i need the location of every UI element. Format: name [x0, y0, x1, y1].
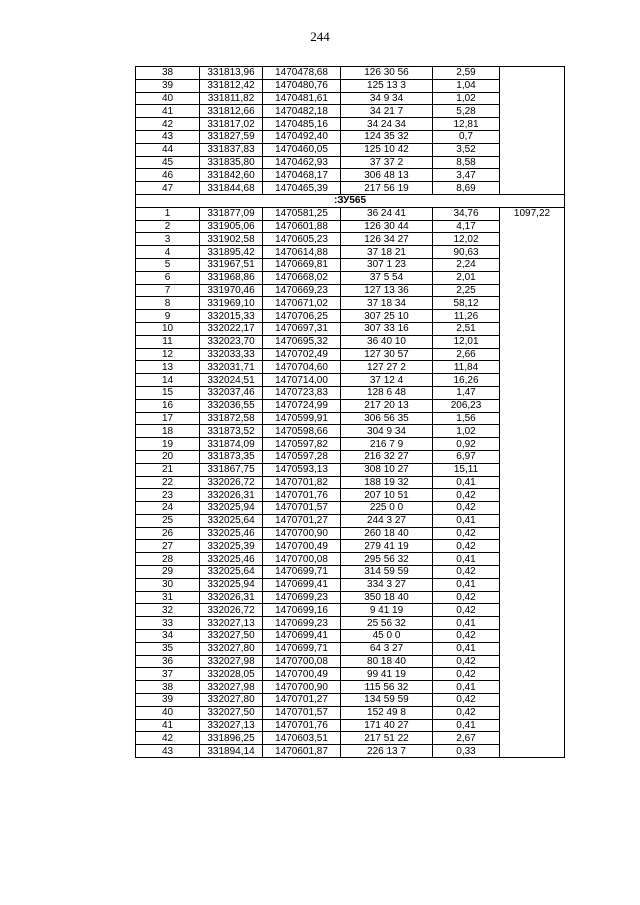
y-coordinate-cell: 1470668,02: [263, 271, 341, 284]
x-coordinate-cell: 331872,58: [200, 412, 263, 425]
point-number-cell: 17: [136, 412, 200, 425]
point-number-cell: 38: [136, 681, 200, 694]
direction-angle-cell: 25 56 32: [341, 617, 433, 630]
x-coordinate-cell: 332036,55: [200, 399, 263, 412]
point-number-cell: 23: [136, 489, 200, 502]
distance-cell: 34,76: [433, 207, 500, 220]
distance-cell: 0,42: [433, 706, 500, 719]
direction-angle-cell: 128 6 48: [341, 386, 433, 399]
x-coordinate-cell: 332024,51: [200, 374, 263, 387]
y-coordinate-cell: 1470597,28: [263, 450, 341, 463]
x-coordinate-cell: 331967,51: [200, 258, 263, 271]
direction-angle-cell: 36 40 10: [341, 335, 433, 348]
y-coordinate-cell: 1470723,83: [263, 386, 341, 399]
x-coordinate-cell: 332027,13: [200, 617, 263, 630]
y-coordinate-cell: 1470701,57: [263, 706, 341, 719]
direction-angle-cell: 217 56 19: [341, 182, 433, 195]
direction-angle-cell: 244 3 27: [341, 514, 433, 527]
section-header-row: [136, 194, 565, 207]
distance-cell: 12,81: [433, 118, 500, 131]
x-coordinate-cell: 331811,82: [200, 92, 263, 105]
y-coordinate-cell: 1470700,90: [263, 681, 341, 694]
distance-cell: 0,42: [433, 694, 500, 707]
y-coordinate-cell: 1470482,18: [263, 105, 341, 118]
direction-angle-cell: 350 18 40: [341, 591, 433, 604]
y-coordinate-cell: 1470593,13: [263, 463, 341, 476]
direction-angle-cell: 171 40 27: [341, 719, 433, 732]
x-coordinate-cell: 331812,42: [200, 79, 263, 92]
point-number-cell: 3: [136, 233, 200, 246]
direction-angle-cell: 34 9 34: [341, 92, 433, 105]
y-coordinate-cell: 1470492,40: [263, 130, 341, 143]
distance-cell: 0,41: [433, 642, 500, 655]
y-coordinate-cell: 1470700,90: [263, 527, 341, 540]
x-coordinate-cell: 332027,98: [200, 655, 263, 668]
y-coordinate-cell: 1470701,57: [263, 502, 341, 515]
x-coordinate-cell: 331817,02: [200, 118, 263, 131]
point-number-cell: 4: [136, 246, 200, 259]
x-coordinate-cell: 332033,33: [200, 348, 263, 361]
direction-angle-cell: 64 3 27: [341, 642, 433, 655]
y-coordinate-cell: 1470485,16: [263, 118, 341, 131]
y-coordinate-cell: 1470599,91: [263, 412, 341, 425]
distance-cell: 0,41: [433, 514, 500, 527]
direction-angle-cell: 334 3 27: [341, 578, 433, 591]
distance-cell: 0,42: [433, 591, 500, 604]
x-coordinate-cell: 332025,46: [200, 527, 263, 540]
point-number-cell: 20: [136, 450, 200, 463]
table-body-after: [136, 207, 565, 757]
table-body-before: [136, 67, 565, 195]
distance-cell: 0,7: [433, 130, 500, 143]
distance-cell: 4,17: [433, 220, 500, 233]
x-coordinate-cell: 332028,05: [200, 668, 263, 681]
x-coordinate-cell: 332026,72: [200, 476, 263, 489]
y-coordinate-cell: 1470699,41: [263, 630, 341, 643]
direction-angle-cell: 34 21 7: [341, 105, 433, 118]
distance-cell: 15,11: [433, 463, 500, 476]
x-coordinate-cell: 331902,58: [200, 233, 263, 246]
x-coordinate-cell: 332015,33: [200, 310, 263, 323]
x-coordinate-cell: 331968,86: [200, 271, 263, 284]
y-coordinate-cell: 1470701,27: [263, 514, 341, 527]
distance-cell: 0,42: [433, 604, 500, 617]
distance-cell: 2,24: [433, 258, 500, 271]
x-coordinate-cell: 331969,10: [200, 297, 263, 310]
y-coordinate-cell: 1470601,88: [263, 220, 341, 233]
distance-cell: 1,04: [433, 79, 500, 92]
point-number-cell: 10: [136, 322, 200, 335]
y-coordinate-cell: 1470695,32: [263, 335, 341, 348]
section-title: :ЗУ565: [136, 194, 565, 207]
point-number-cell: 18: [136, 425, 200, 438]
y-coordinate-cell: 1470702,49: [263, 348, 341, 361]
point-number-cell: 1: [136, 207, 200, 220]
direction-angle-cell: 37 37 2: [341, 156, 433, 169]
y-coordinate-cell: 1470704,60: [263, 361, 341, 374]
point-number-cell: 27: [136, 540, 200, 553]
y-coordinate-cell: 1470699,23: [263, 617, 341, 630]
direction-angle-cell: 45 0 0: [341, 630, 433, 643]
point-number-cell: 25: [136, 514, 200, 527]
x-coordinate-cell: 331813,96: [200, 67, 263, 80]
direction-angle-cell: 308 10 27: [341, 463, 433, 476]
point-number-cell: 33: [136, 617, 200, 630]
y-coordinate-cell: 1470724,99: [263, 399, 341, 412]
direction-angle-cell: 125 13 3: [341, 79, 433, 92]
direction-angle-cell: 37 18 34: [341, 297, 433, 310]
point-number-cell: 12: [136, 348, 200, 361]
x-coordinate-cell: 332027,50: [200, 706, 263, 719]
point-number-cell: 35: [136, 642, 200, 655]
area-value-cell: 1097,22: [500, 207, 565, 757]
table-section: [136, 194, 565, 207]
y-coordinate-cell: 1470701,27: [263, 694, 341, 707]
distance-cell: 0,41: [433, 476, 500, 489]
coordinates-table: [135, 66, 565, 758]
x-coordinate-cell: 331873,35: [200, 450, 263, 463]
direction-angle-cell: 225 0 0: [341, 502, 433, 515]
distance-cell: 8,69: [433, 182, 500, 195]
point-number-cell: 2: [136, 220, 200, 233]
direction-angle-cell: 226 13 7: [341, 745, 433, 758]
distance-cell: 206,23: [433, 399, 500, 412]
distance-cell: 12,02: [433, 233, 500, 246]
point-number-cell: 9: [136, 310, 200, 323]
distance-cell: 0,92: [433, 438, 500, 451]
y-coordinate-cell: 1470601,87: [263, 745, 341, 758]
direction-angle-cell: 99 41 19: [341, 668, 433, 681]
point-number-cell: 41: [136, 719, 200, 732]
direction-angle-cell: 127 13 36: [341, 284, 433, 297]
x-coordinate-cell: 332026,31: [200, 489, 263, 502]
distance-cell: 0,41: [433, 553, 500, 566]
distance-cell: 90,63: [433, 246, 500, 259]
distance-cell: 0,42: [433, 540, 500, 553]
y-coordinate-cell: 1470480,76: [263, 79, 341, 92]
y-coordinate-cell: 1470581,25: [263, 207, 341, 220]
y-coordinate-cell: 1470700,49: [263, 668, 341, 681]
x-coordinate-cell: 331970,46: [200, 284, 263, 297]
x-coordinate-cell: 331873,52: [200, 425, 263, 438]
point-number-cell: 34: [136, 630, 200, 643]
point-number-cell: 36: [136, 655, 200, 668]
point-number-cell: 42: [136, 732, 200, 745]
direction-angle-cell: 207 10 51: [341, 489, 433, 502]
y-coordinate-cell: 1470478,68: [263, 67, 341, 80]
direction-angle-cell: 314 59 59: [341, 566, 433, 579]
y-coordinate-cell: 1470701,82: [263, 476, 341, 489]
y-coordinate-cell: 1470699,23: [263, 591, 341, 604]
direction-angle-cell: 260 18 40: [341, 527, 433, 540]
distance-cell: 2,59: [433, 67, 500, 80]
distance-cell: 0,41: [433, 681, 500, 694]
direction-angle-cell: 37 18 21: [341, 246, 433, 259]
point-number-cell: 40: [136, 92, 200, 105]
y-coordinate-cell: 1470462,93: [263, 156, 341, 169]
x-coordinate-cell: 332027,98: [200, 681, 263, 694]
point-number-cell: 15: [136, 386, 200, 399]
point-number-cell: 5: [136, 258, 200, 271]
point-number-cell: 37: [136, 668, 200, 681]
distance-cell: 0,41: [433, 578, 500, 591]
table-row: [136, 207, 565, 220]
distance-cell: 0,41: [433, 617, 500, 630]
distance-cell: 16,26: [433, 374, 500, 387]
direction-angle-cell: 126 30 44: [341, 220, 433, 233]
direction-angle-cell: 34 24 34: [341, 118, 433, 131]
distance-cell: 1,02: [433, 92, 500, 105]
point-number-cell: 30: [136, 578, 200, 591]
direction-angle-cell: 80 18 40: [341, 655, 433, 668]
point-number-cell: 16: [136, 399, 200, 412]
point-number-cell: 22: [136, 476, 200, 489]
y-coordinate-cell: 1470671,02: [263, 297, 341, 310]
y-coordinate-cell: 1470700,08: [263, 553, 341, 566]
distance-cell: 11,84: [433, 361, 500, 374]
y-coordinate-cell: 1470597,82: [263, 438, 341, 451]
x-coordinate-cell: 331877,09: [200, 207, 263, 220]
y-coordinate-cell: 1470699,71: [263, 566, 341, 579]
x-coordinate-cell: 332027,50: [200, 630, 263, 643]
distance-cell: 5,28: [433, 105, 500, 118]
direction-angle-cell: 134 59 59: [341, 694, 433, 707]
y-coordinate-cell: 1470669,23: [263, 284, 341, 297]
point-number-cell: 24: [136, 502, 200, 515]
distance-cell: 0,42: [433, 655, 500, 668]
x-coordinate-cell: 332027,80: [200, 694, 263, 707]
point-number-cell: 39: [136, 79, 200, 92]
y-coordinate-cell: 1470460,05: [263, 143, 341, 156]
y-coordinate-cell: 1470603,51: [263, 732, 341, 745]
distance-cell: 2,66: [433, 348, 500, 361]
direction-angle-cell: 124 35 32: [341, 130, 433, 143]
distance-cell: 1,47: [433, 386, 500, 399]
x-coordinate-cell: 331827,59: [200, 130, 263, 143]
x-coordinate-cell: 331874,09: [200, 438, 263, 451]
distance-cell: 58,12: [433, 297, 500, 310]
x-coordinate-cell: 332025,46: [200, 553, 263, 566]
y-coordinate-cell: 1470598,66: [263, 425, 341, 438]
distance-cell: 0,42: [433, 630, 500, 643]
distance-cell: 2,25: [433, 284, 500, 297]
y-coordinate-cell: 1470699,41: [263, 578, 341, 591]
point-number-cell: 21: [136, 463, 200, 476]
distance-cell: 0,42: [433, 489, 500, 502]
point-number-cell: 29: [136, 566, 200, 579]
x-coordinate-cell: 331867,75: [200, 463, 263, 476]
y-coordinate-cell: 1470465,39: [263, 182, 341, 195]
distance-cell: 3,52: [433, 143, 500, 156]
distance-cell: 2,01: [433, 271, 500, 284]
direction-angle-cell: 216 32 27: [341, 450, 433, 463]
distance-cell: 11,26: [433, 310, 500, 323]
distance-cell: 12,01: [433, 335, 500, 348]
point-number-cell: 43: [136, 130, 200, 143]
direction-angle-cell: 125 10 42: [341, 143, 433, 156]
direction-angle-cell: 188 19 32: [341, 476, 433, 489]
point-number-cell: 26: [136, 527, 200, 540]
direction-angle-cell: 126 34 27: [341, 233, 433, 246]
point-number-cell: 28: [136, 553, 200, 566]
page-number: 244: [310, 29, 330, 44]
x-coordinate-cell: 332025,94: [200, 578, 263, 591]
x-coordinate-cell: 332027,80: [200, 642, 263, 655]
y-coordinate-cell: 1470701,76: [263, 489, 341, 502]
distance-cell: 8,58: [433, 156, 500, 169]
y-coordinate-cell: 1470714,00: [263, 374, 341, 387]
x-coordinate-cell: 332026,31: [200, 591, 263, 604]
y-coordinate-cell: 1470697,31: [263, 322, 341, 335]
direction-angle-cell: 279 41 19: [341, 540, 433, 553]
empty-merged-cell: [500, 67, 565, 195]
x-coordinate-cell: 331895,42: [200, 246, 263, 259]
x-coordinate-cell: 332025,64: [200, 514, 263, 527]
point-number-cell: 43: [136, 745, 200, 758]
point-number-cell: 13: [136, 361, 200, 374]
direction-angle-cell: 127 27 2: [341, 361, 433, 374]
point-number-cell: 41: [136, 105, 200, 118]
direction-angle-cell: 304 9 34: [341, 425, 433, 438]
point-number-cell: 14: [136, 374, 200, 387]
direction-angle-cell: 295 56 32: [341, 553, 433, 566]
x-coordinate-cell: 332025,39: [200, 540, 263, 553]
point-number-cell: 19: [136, 438, 200, 451]
distance-cell: 0,42: [433, 566, 500, 579]
y-coordinate-cell: 1470700,08: [263, 655, 341, 668]
point-number-cell: 45: [136, 156, 200, 169]
x-coordinate-cell: 331812,66: [200, 105, 263, 118]
point-number-cell: 38: [136, 67, 200, 80]
point-number-cell: 31: [136, 591, 200, 604]
direction-angle-cell: 36 24 41: [341, 207, 433, 220]
x-coordinate-cell: 331835,80: [200, 156, 263, 169]
direction-angle-cell: 115 56 32: [341, 681, 433, 694]
direction-angle-cell: 9 41 19: [341, 604, 433, 617]
direction-angle-cell: 217 20 13: [341, 399, 433, 412]
x-coordinate-cell: 332025,64: [200, 566, 263, 579]
distance-cell: 0,41: [433, 719, 500, 732]
distance-cell: 3,47: [433, 169, 500, 182]
x-coordinate-cell: 331905,06: [200, 220, 263, 233]
point-number-cell: 40: [136, 706, 200, 719]
direction-angle-cell: 127 30 57: [341, 348, 433, 361]
point-number-cell: 42: [136, 118, 200, 131]
distance-cell: 0,42: [433, 527, 500, 540]
table-row: [136, 67, 565, 80]
y-coordinate-cell: 1470605,23: [263, 233, 341, 246]
distance-cell: 2,67: [433, 732, 500, 745]
direction-angle-cell: 216 7 9: [341, 438, 433, 451]
x-coordinate-cell: 332022,17: [200, 322, 263, 335]
direction-angle-cell: 126 30 56: [341, 67, 433, 80]
x-coordinate-cell: 332023,70: [200, 335, 263, 348]
x-coordinate-cell: 331896,25: [200, 732, 263, 745]
point-number-cell: 32: [136, 604, 200, 617]
point-number-cell: 11: [136, 335, 200, 348]
y-coordinate-cell: 1470614,88: [263, 246, 341, 259]
point-number-cell: 7: [136, 284, 200, 297]
distance-cell: 0,42: [433, 502, 500, 515]
y-coordinate-cell: 1470699,71: [263, 642, 341, 655]
y-coordinate-cell: 1470669,81: [263, 258, 341, 271]
direction-angle-cell: 306 48 13: [341, 169, 433, 182]
point-number-cell: 6: [136, 271, 200, 284]
direction-angle-cell: 307 33 16: [341, 322, 433, 335]
distance-cell: 1,56: [433, 412, 500, 425]
distance-cell: 6,97: [433, 450, 500, 463]
point-number-cell: 44: [136, 143, 200, 156]
point-number-cell: 46: [136, 169, 200, 182]
y-coordinate-cell: 1470699,16: [263, 604, 341, 617]
distance-cell: 1,02: [433, 425, 500, 438]
point-number-cell: 8: [136, 297, 200, 310]
direction-angle-cell: 217 51 22: [341, 732, 433, 745]
y-coordinate-cell: 1470700,49: [263, 540, 341, 553]
direction-angle-cell: 37 12 4: [341, 374, 433, 387]
direction-angle-cell: 306 56 35: [341, 412, 433, 425]
x-coordinate-cell: 332025,94: [200, 502, 263, 515]
point-number-cell: 39: [136, 694, 200, 707]
y-coordinate-cell: 1470706,25: [263, 310, 341, 323]
direction-angle-cell: 307 25 10: [341, 310, 433, 323]
direction-angle-cell: 307 1 23: [341, 258, 433, 271]
x-coordinate-cell: 332037,46: [200, 386, 263, 399]
distance-cell: 0,42: [433, 668, 500, 681]
x-coordinate-cell: 331837,83: [200, 143, 263, 156]
point-number-cell: 47: [136, 182, 200, 195]
distance-cell: 0,33: [433, 745, 500, 758]
x-coordinate-cell: 332027,13: [200, 719, 263, 732]
x-coordinate-cell: 331842,60: [200, 169, 263, 182]
x-coordinate-cell: 331844,68: [200, 182, 263, 195]
x-coordinate-cell: 332031,71: [200, 361, 263, 374]
distance-cell: 2,51: [433, 322, 500, 335]
y-coordinate-cell: 1470481,61: [263, 92, 341, 105]
x-coordinate-cell: 332026,72: [200, 604, 263, 617]
direction-angle-cell: 152 49 8: [341, 706, 433, 719]
direction-angle-cell: 37 5 54: [341, 271, 433, 284]
y-coordinate-cell: 1470701,76: [263, 719, 341, 732]
x-coordinate-cell: 331894,14: [200, 745, 263, 758]
y-coordinate-cell: 1470468,17: [263, 169, 341, 182]
